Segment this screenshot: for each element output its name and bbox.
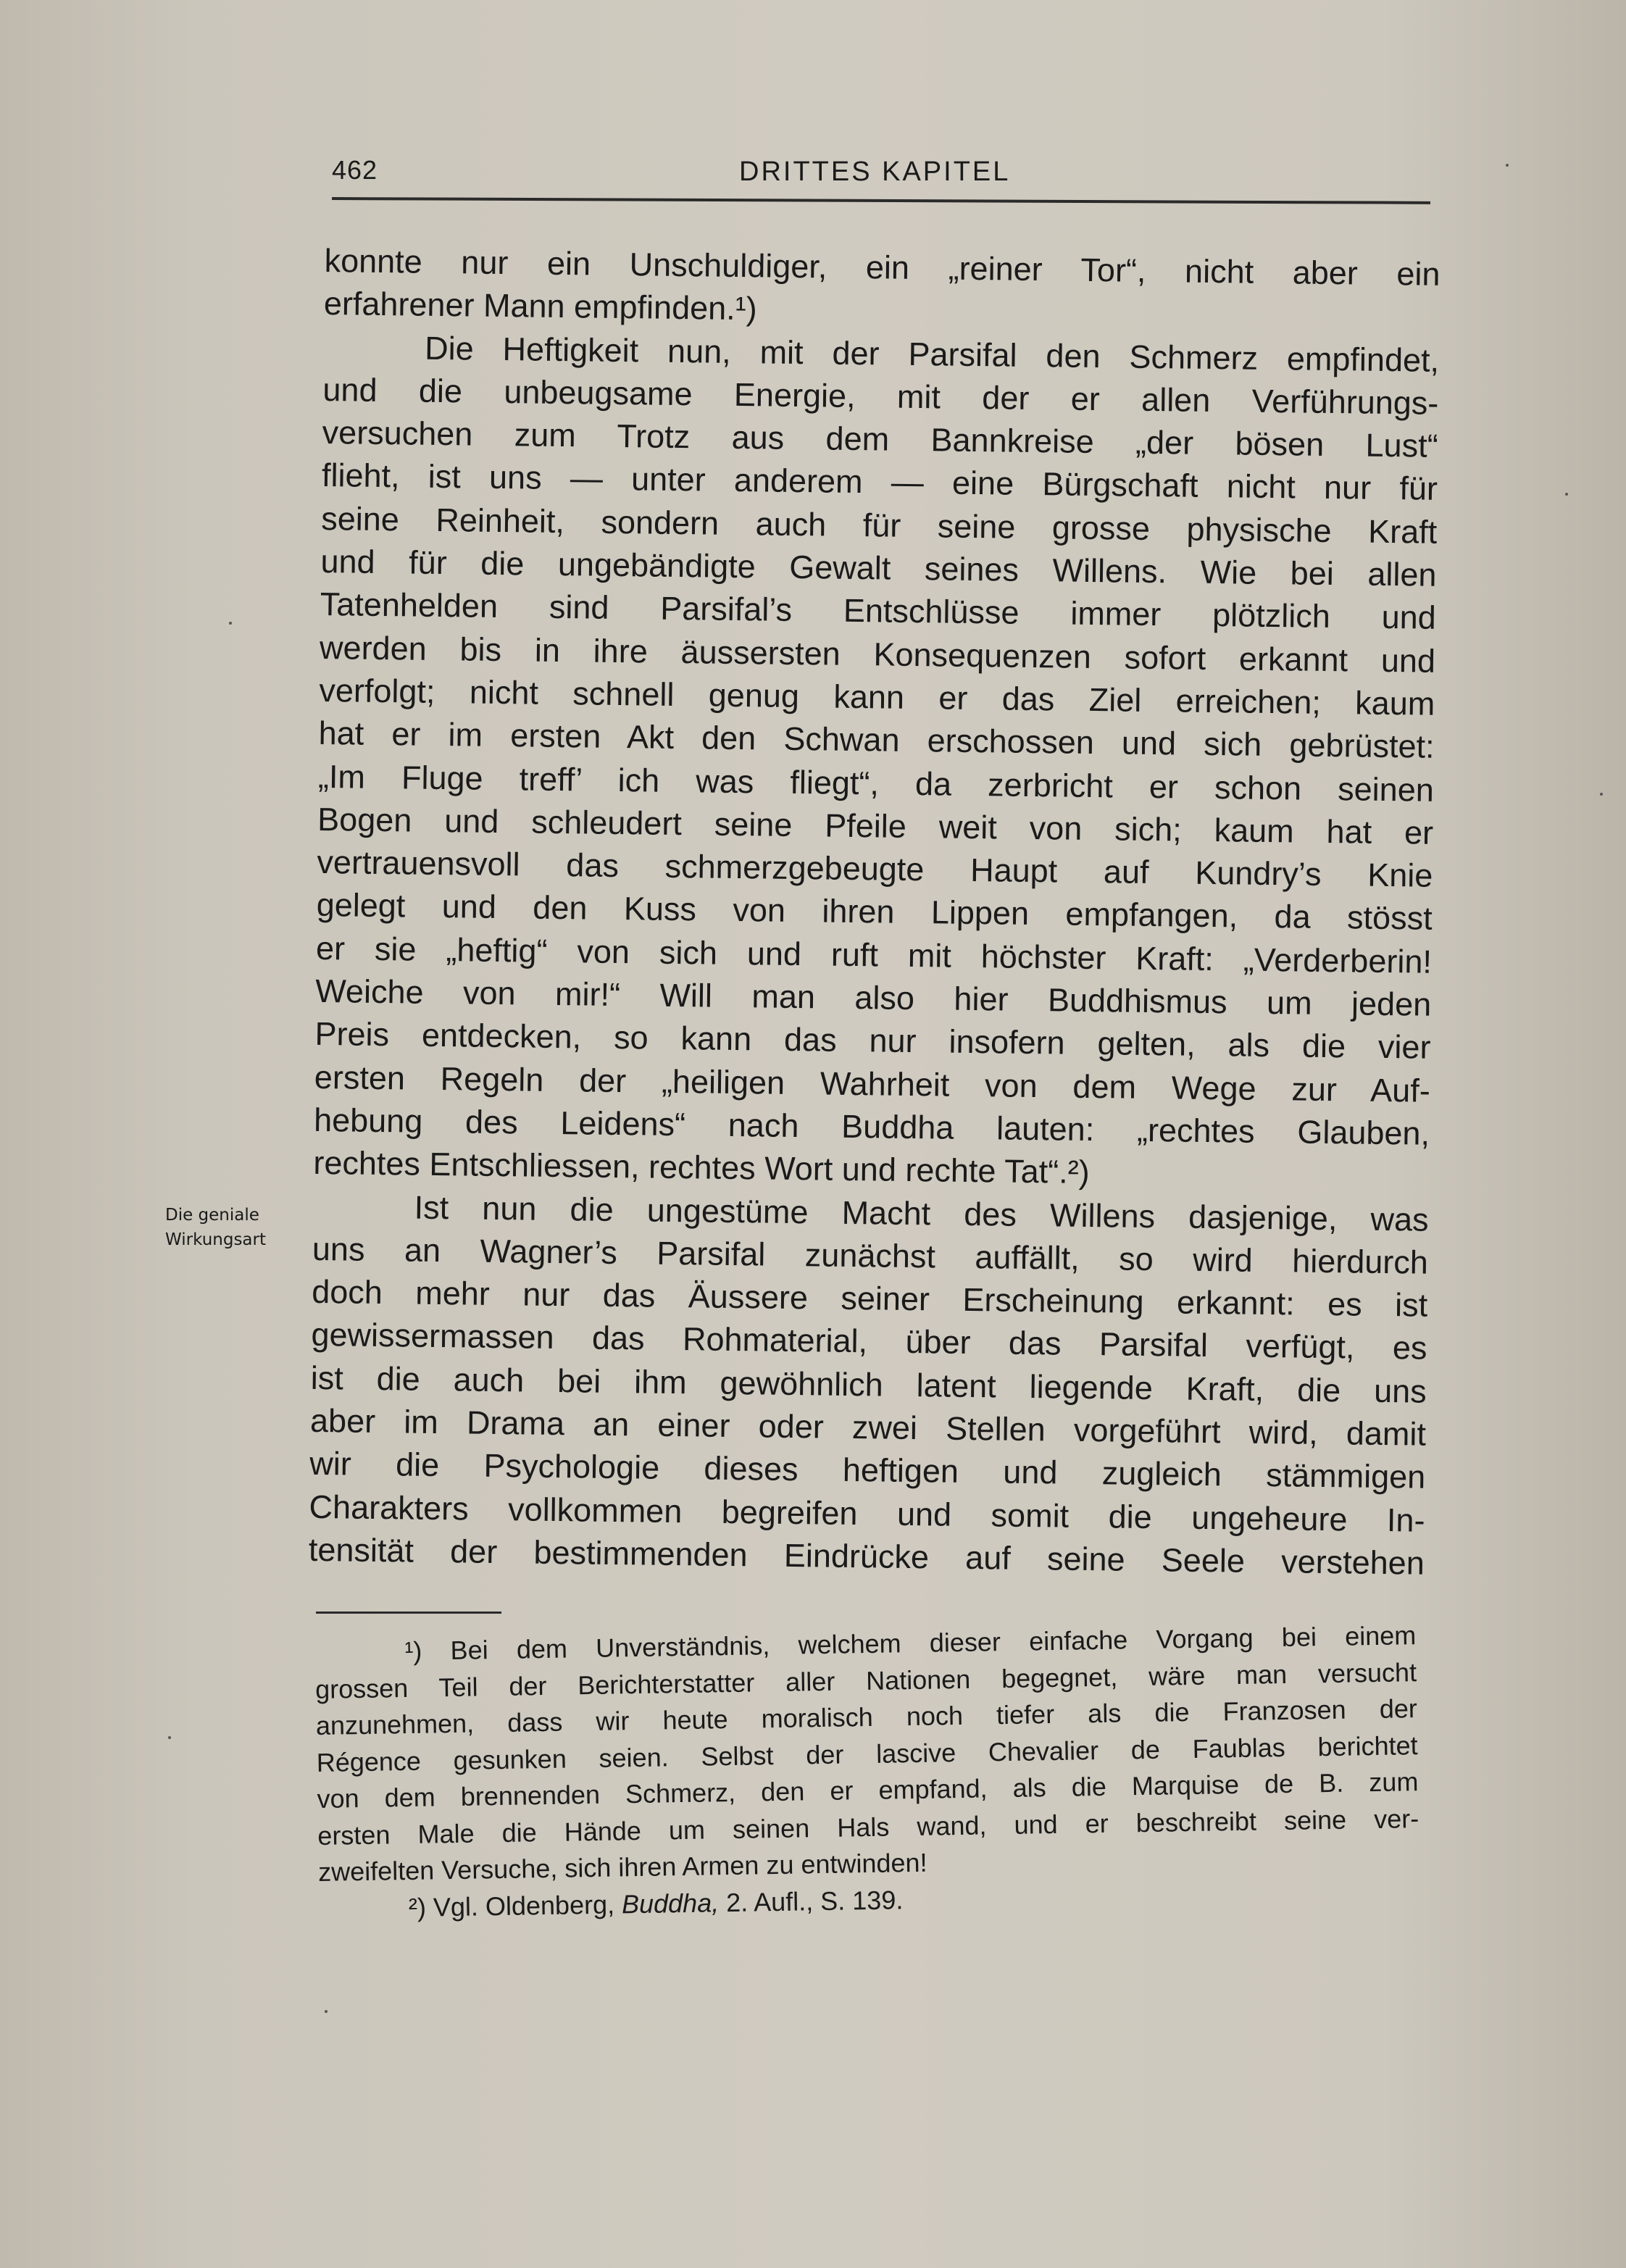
- text-line: und die unbeugsame Energie, mit der er allen Verführungs-: [322, 370, 1439, 422]
- text-line: Ist nun die ungestüme Macht des Willens dasjenige, was: [414, 1188, 1429, 1238]
- text-line: Bogen und schleudert seine Pfeile weit von sich; kaum hat er: [317, 800, 1434, 851]
- running-head: DRITTES KAPITEL: [739, 157, 1011, 187]
- margin-note: [165, 1203, 310, 1252]
- text-line: vertrauensvoll das schmerzgebeugte Haupt auf Kundry’s Knie: [317, 843, 1433, 894]
- footnote-2-prefix: ²) Vgl. Oldenberg,: [408, 1888, 622, 1922]
- text-line: erfahrener Mann empfinden.¹): [323, 285, 757, 328]
- footnote-2-title: Buddha,: [621, 1887, 720, 1919]
- text-line: verfolgt; nicht schnell genug kann er das Ziel erreichen; kaum: [319, 671, 1435, 722]
- paper-speck: [1506, 164, 1509, 167]
- footnote-line: ¹) Bei dem Unverständnis, welchem dieser einfache Vorgang bei einem: [404, 1620, 1417, 1667]
- paper-speck: [1600, 793, 1603, 796]
- text-line: hat er im ersten Akt den Schwan erschossen und sich gebrüstet:: [318, 714, 1435, 766]
- paper-speck: [229, 622, 232, 625]
- footnote-line: anzunehmen, dass wir heute moralisch noch tiefer als die Franzosen der: [315, 1693, 1418, 1740]
- text-line: gelegt und den Kuss von ihren Lippen empfangen, da stösst: [316, 886, 1433, 938]
- footnote-line: grossen Teil der Berichterstatter aller Nationen begegnet, wäre man versucht: [314, 1656, 1417, 1704]
- text-line: tensität der bestimmenden Eindrücke auf seine Seele verstehen: [308, 1530, 1425, 1582]
- margin-note-line: Wirkungsart: [165, 1230, 266, 1249]
- text-line: Charakters vollkommen begreifen und somit die ungeheure In-: [309, 1488, 1425, 1539]
- text-line: rechtes Entschliessen, rechtes Wort und rechte Tat“.²): [313, 1144, 1090, 1191]
- text-line: ist die auch bei ihm gewöhnlich latent liegende Kraft, die uns: [310, 1359, 1427, 1410]
- text-line: wir die Psychologie dieses heftigen und zugleich stämmigen: [309, 1445, 1426, 1496]
- paper-speck: [168, 1736, 171, 1739]
- paper-speck: [325, 2010, 328, 2013]
- body-text: [309, 239, 1441, 1585]
- text-line: gewissermassen das Rohmaterial, über das Parsifal verfügt, es: [311, 1316, 1427, 1367]
- header-rule: [332, 197, 1430, 204]
- text-line: hebung des Leidens“ nach Buddha lauten: „rechtes Glauben,: [313, 1101, 1430, 1152]
- page-number: 462: [332, 155, 378, 185]
- text-line: versuchen zum Trotz aus dem Bannkreise „der bösen Lust“: [322, 414, 1438, 464]
- text-line: Die Heftigkeit nun, mit der Parsifal den Schmerz empfindet,: [424, 329, 1440, 379]
- footnote-rule: [316, 1612, 501, 1614]
- text-line: aber im Drama an einer oder zwei Stellen vorgeführt wird, damit: [309, 1401, 1427, 1453]
- footnote-line: Régence gesunken seien. Selbst der lascive Chevalier de Faublas berichtet: [316, 1730, 1418, 1777]
- text-line: doch mehr nur das Äussere seiner Erscheinung erkannt: es ist: [311, 1273, 1428, 1324]
- text-line: uns an Wagner’s Parsifal zunächst auffällt, so wird hierdurch: [312, 1230, 1429, 1281]
- text-line: ersten Regeln der „heiligen Wahrheit von dem Wege zur Auf-: [314, 1058, 1431, 1109]
- footnote-line: von dem brennenden Schmerz, den er empfand, als die Marquise de B. zum: [317, 1767, 1419, 1814]
- footnote-line: zweifelten Versuche, sich ihren Armen zu entwinden!: [317, 1847, 927, 1887]
- paper-speck: [1565, 493, 1568, 496]
- margin-note-line: Die geniale: [165, 1206, 259, 1225]
- text-line: flieht, ist uns — unter anderem — eine Bürgschaft nicht nur für: [321, 456, 1438, 508]
- text-line: konnte nur ein Unschuldiger, ein „reiner Tor“, nicht aber ein: [324, 241, 1441, 293]
- text-line: seine Reinheit, sondern auch für seine grosse physische Kraft: [320, 499, 1438, 551]
- text-line: und für die ungebändigte Gewalt seines Willens. Wie bei allen: [320, 543, 1437, 593]
- text-line: Weiche von mir!“ Will man also hier Buddhismus um jeden: [315, 972, 1432, 1023]
- footnote-line: ersten Male die Hände um seinen Hals wand, und er beschreibt seine ver-: [317, 1803, 1419, 1851]
- text-line: er sie „heftig“ von sich und ruft mit höchster Kraft: „Verderberin!: [315, 929, 1433, 980]
- footnote-2-suffix: 2. Aufl., S. 139.: [718, 1884, 904, 1917]
- text-line: werden bis in ihre äussersten Konsequenzen sofort erkannt und: [319, 628, 1436, 680]
- text-line: Preis entdecken, so kann das nur insofern gelten, als die vier: [314, 1015, 1431, 1067]
- text-line: Tatenhelden sind Parsifal’s Entschlüsse immer plötzlich und: [320, 585, 1437, 637]
- footnotes: [314, 1617, 1420, 1927]
- page-header: [332, 149, 1433, 193]
- text-line: „Im Fluge treff’ ich was fliegt“, da zerbricht er schon seinen: [317, 757, 1435, 809]
